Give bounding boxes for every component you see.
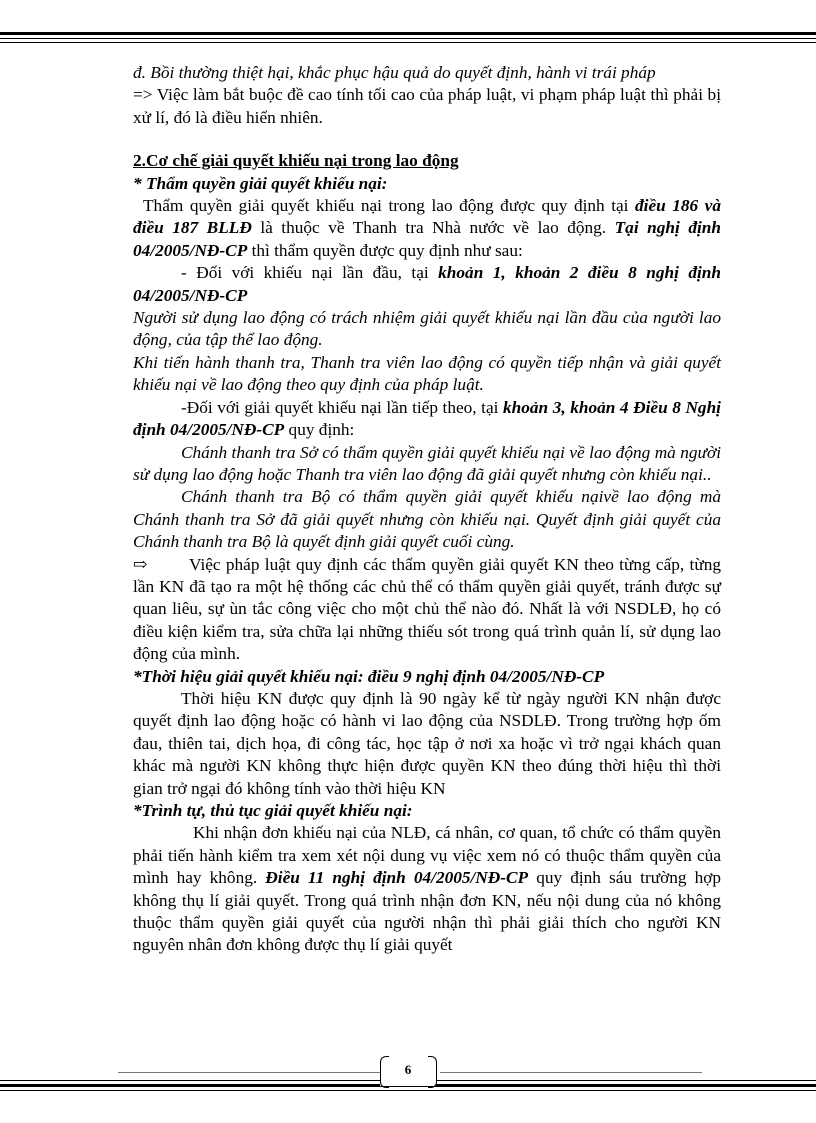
paragraph-compensation: đ. Bồi thường thiệt hại, khắc phục hậu quả do quyết định, hành vi trái pháp [133, 63, 656, 82]
legal-reference: Điều 11 nghị định 04/2005/NĐ-CP [265, 868, 529, 888]
paragraph-inspector-duty: Khi tiến hành thanh tra, Thanh tra viên lao động có quyền tiếp nhận và giải quyết khiếu nại về lao động theo quy định của pháp luật. [133, 352, 721, 395]
legal-reference: Tại nghị định 04/2005/NĐ-CP [133, 218, 721, 260]
legal-reference: khoản 1, khoản 2 điều 8 nghị định 04/2005/NĐ-CP [133, 263, 722, 305]
footer-border-thin-2 [0, 1090, 816, 1091]
paragraph-authority-intro [133, 195, 721, 262]
top-border-thin-1 [0, 38, 816, 39]
text-run: thì thẩm quyền được quy định như sau: [247, 240, 523, 260]
paragraph-ministry-inspector: Chánh thanh tra Bộ có thẩm quyền giải quyết khiếu nạivề lao động mà Chánh thanh tra Sở đã giải quyết nhưng còn khiếu nại. Quyết định giải quyết của Chánh thanh tra Bộ là quyết định giải quyết cuối cùng. [133, 487, 721, 552]
left-brace-icon [380, 1056, 389, 1088]
text-run: Việc pháp luật quy định các thẩm quyền giải quyết KN theo từng cấp, từng lần KN đã tạo ra một hệ thống các chủ thể có thẩm quyền giải quyết, tránh được sự quan liêu, sự ùn tắc công việc cho một chủ thể nào đó. Nhất là với NSDLĐ, họ có điều kiện kiểm tra, sửa chữa lại những thiếu sót trong quá trình quản lí, sử dụng lao động của mình. [133, 554, 721, 664]
section-heading: 2.Cơ chế giải quyết khiếu nại trong lao động [133, 151, 459, 171]
paragraph-dept-inspector: Chánh thanh tra Sở có thẩm quyền giải quyết khiếu nại về lao động mà người sử dụng lao động hoặc Thanh tra viên lao động đã giải quyết nhưng còn khiếu nại.. [133, 442, 721, 484]
paragraph-conclusion: => Việc làm bắt buộc đề cao tính tối cao của pháp luật, vi phạm pháp luật thì phải bị xử lí, đó là điều hiển nhiên. [133, 85, 721, 127]
text-run: - Đối với khiếu nại lần đầu, tại [181, 263, 439, 283]
footer-rule-left [118, 1072, 380, 1073]
legal-reference: khoản 3, khoản 4 Điều 8 Nghị định 04/2005/NĐ-CP [133, 397, 721, 440]
subheading-time-limit: *Thời hiệu giải quyết khiếu nại: điều 9 nghị định 04/2005/NĐ-CP [133, 666, 605, 686]
text-run: quy định: [284, 420, 355, 440]
subheading-procedure: *Trình tự, thủ tục giải quyết khiếu nại: [133, 801, 413, 820]
top-border-thick [0, 32, 816, 35]
document-body [133, 62, 721, 957]
paragraph-subsequent-complaint [133, 397, 721, 442]
right-brace-icon [428, 1056, 437, 1088]
text-run: là thuộc về Thanh tra Nhà nước về lao động. [251, 218, 615, 238]
legal-reference: điều 186 và điều 187 BLLĐ [133, 196, 721, 238]
text-run: Thẩm quyền giải quyết khiếu nại trong lao động được quy định tại [143, 196, 635, 216]
spacer [133, 129, 721, 150]
paragraph-first-complaint [133, 262, 721, 307]
text-run: -Đối với giải quyết khiếu nại lần tiếp theo, tại [181, 397, 504, 417]
arrow-icon: ⇨ [133, 554, 148, 574]
top-border-thin-2 [0, 42, 816, 43]
text-run: quy định sáu trường hợp không thụ lí giải quyết. Trong quá trình nhận đơn KN, nếu nội dung của nó không thuộc thẩm quyền giải quyết của người nhận thì phải giải thích cho người KN nguyên nhân đơn không được thụ lí giải quyết [133, 868, 722, 955]
subheading-authority: * Thẩm quyền giải quyết khiếu nại: [133, 173, 388, 193]
text-run: Khi nhận đơn khiếu nại của NLĐ, cá nhân, cơ quan, tổ chức có thẩm quyền phải tiến hành kiểm tra xem xét nội dung vụ việc xem nó có thuộc thẩm quyền của mình hay không. [133, 823, 721, 888]
page-number: 6 [380, 1058, 436, 1086]
paragraph-time-limit: Thời hiệu KN được quy định là 90 ngày kể từ ngày người KN nhận được quyết định lao động hoặc có hành vi lao động của NSDLĐ. Trong trường hợp ốm đau, thiên tai, dịch họa, đi công tác, học tập ở nơi xa hoặc vì trở ngại khách quan khác mà người KN không thực hiện được quyền KN theo đúng thời hiệu thì thời gian trở ngại đó không tính vào thời hiệu KN [133, 688, 721, 798]
paragraph-procedure [133, 822, 721, 956]
footer-rule-right [440, 1072, 702, 1073]
paragraph-employer-duty: Người sử dụng lao động có trách nhiệm giải quyết khiếu nại lần đầu của người lao động, của tập thể lao động. [133, 308, 721, 350]
paragraph-analysis [133, 554, 721, 666]
